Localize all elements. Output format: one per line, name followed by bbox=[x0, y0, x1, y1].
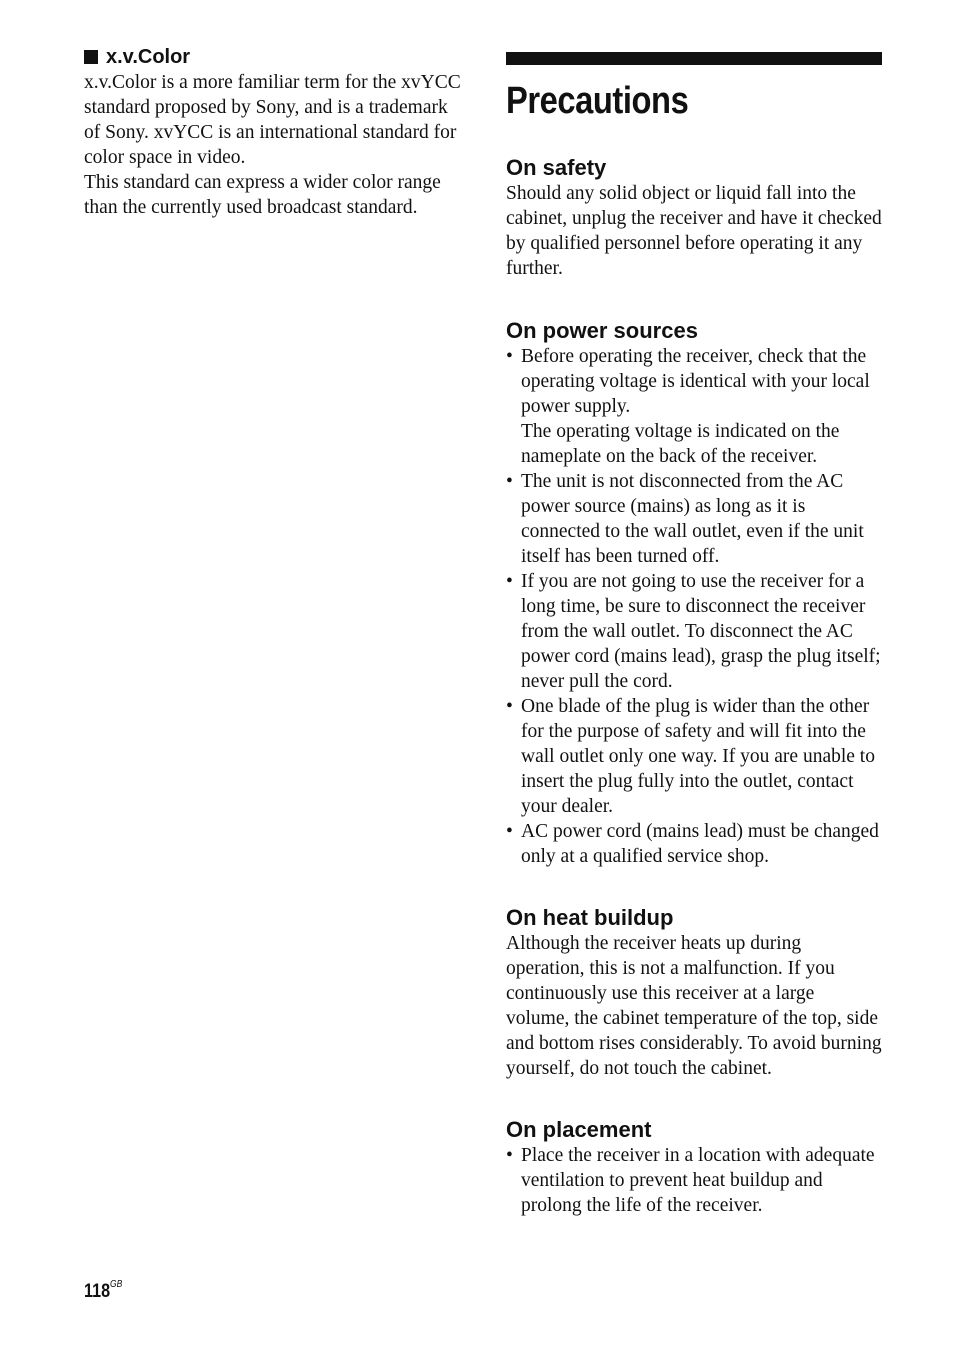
list-item bbox=[506, 694, 882, 819]
section-placement bbox=[506, 1117, 882, 1218]
heat-heading: On heat buildup bbox=[506, 905, 674, 930]
safety-heading: On safety bbox=[506, 155, 607, 180]
power-heading: On power sources bbox=[506, 318, 698, 343]
power-bullet-4: One blade of the plug is wider than the other for the purpose of safety and will fit into the wall outlet only one way. If you are unable to insert the plug fully into the outlet, contact your dealer. bbox=[521, 696, 875, 817]
section-power-sources bbox=[506, 318, 882, 869]
bullet-icon: • bbox=[506, 471, 513, 492]
power-bullet-2: The unit is not disconnected from the AC power source (mains) as long as it is connected to the wall outlet, even if the unit itself has been turned off. bbox=[521, 471, 864, 567]
xvcolor-paragraph-2: This standard can express a wider color range than the currently used broadcast standard. bbox=[84, 172, 441, 218]
bullet-icon: • bbox=[506, 346, 513, 367]
xvcolor-body bbox=[84, 70, 462, 220]
page-number-value: 118 bbox=[84, 1281, 111, 1302]
list-item bbox=[506, 344, 882, 469]
power-bullet-1-extra: The operating voltage is indicated on the nameplate on the back of the receiver. bbox=[521, 421, 840, 467]
placement-bullet-list bbox=[506, 1143, 882, 1218]
page-number-suffix: GB bbox=[110, 1279, 123, 1290]
list-item bbox=[506, 819, 882, 869]
list-item bbox=[506, 569, 882, 694]
bullet-icon: • bbox=[506, 696, 513, 717]
bullet-icon: • bbox=[506, 1145, 513, 1166]
power-bullet-5: AC power cord (mains lead) must be changed only at a qualified service shop. bbox=[521, 821, 879, 867]
right-column bbox=[506, 52, 882, 1218]
bullet-icon: • bbox=[506, 821, 513, 842]
bullet-icon: • bbox=[506, 571, 513, 592]
title-rule bbox=[506, 52, 882, 65]
xvcolor-heading bbox=[84, 44, 462, 70]
page-number bbox=[84, 1281, 122, 1303]
power-bullet-3: If you are not going to use the receiver for a long time, be sure to disconnect the receiver from the wall outlet. To disconnect the AC power cord (mains lead), grasp the plug itself; never pull the cord. bbox=[521, 571, 881, 692]
section-safety bbox=[506, 155, 882, 281]
placement-bullet-1: Place the receiver in a location with adequate ventilation to prevent heat buildup and prolong the life of the receiver. bbox=[521, 1145, 875, 1216]
list-item bbox=[506, 469, 882, 569]
list-item bbox=[506, 1143, 882, 1218]
section-heat-buildup bbox=[506, 905, 882, 1081]
square-bullet-icon bbox=[84, 50, 98, 64]
safety-text: Should any solid object or liquid fall into the cabinet, unplug the receiver and have it checked by qualified personnel before operating it any further. bbox=[506, 183, 882, 279]
xvcolor-heading-text: x.v.Color bbox=[106, 46, 191, 68]
power-bullet-1: Before operating the receiver, check that the operating voltage is identical with your local power supply. bbox=[521, 346, 870, 417]
heat-text: Although the receiver heats up during operation, this is not a malfunction. If you continuously use this receiver at a large volume, the cabinet temperature of the top, side and bottom rises considerably. To avoid burning yourself, do not touch the cabinet. bbox=[506, 933, 882, 1079]
left-column bbox=[84, 44, 462, 220]
placement-heading: On placement bbox=[506, 1117, 652, 1142]
power-bullet-list bbox=[506, 344, 882, 869]
page-title: Precautions bbox=[506, 80, 689, 122]
xvcolor-paragraph-1: x.v.Color is a more familiar term for the xvYCC standard proposed by Sony, and is a trademark of Sony. xvYCC is an international standard for color space in video. bbox=[84, 72, 461, 168]
